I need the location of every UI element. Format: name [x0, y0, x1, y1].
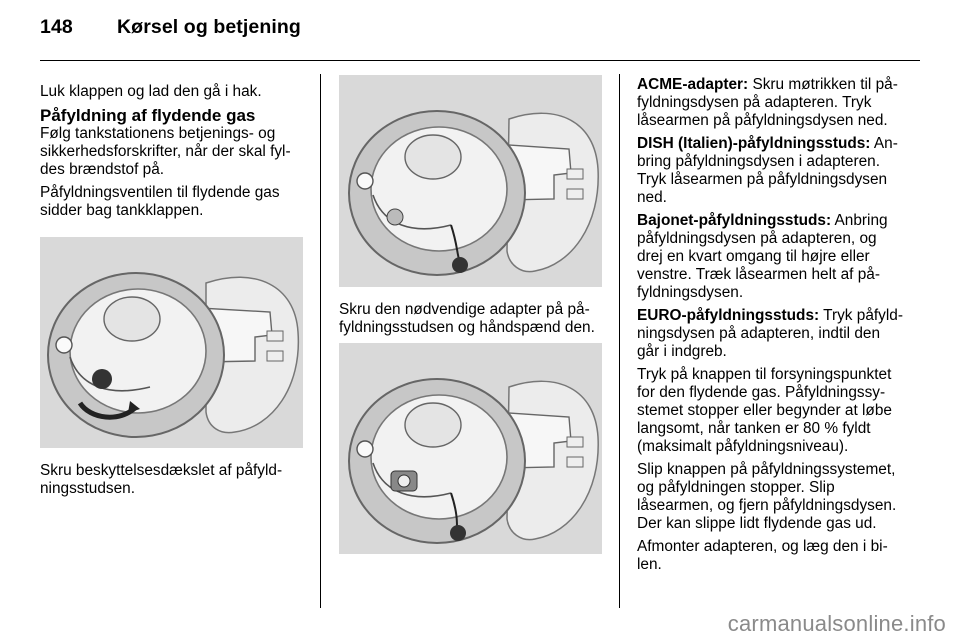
intro-text: Luk klappen og lad den gå i hak. [40, 83, 262, 100]
fuel-flap-illustration-fitted [339, 343, 602, 554]
release-button-paragraph: Slip knappen på påfyldningssystemet, og påfyldningen stopper. Slip låsearmen, og fjern påfyldningsdysen. Der kan slippe lidt flydende gas ud. [637, 461, 897, 532]
step-attach-adapter-caption: Skru den nødvendige adapter på påfyldningsstudsen og håndspænd den. [339, 301, 595, 336]
acme-adapter-paragraph [637, 76, 905, 130]
dish-label: DISH (Italien)-påfyldningsstuds: [637, 135, 871, 152]
page-number: 148 [40, 16, 73, 38]
section-heading: Påfyldning af flydende gas [40, 106, 256, 125]
dish-text: Anbring påfyldningsdysen i adapteren. Tryk låsearmen på påfyldningsdysen ned. [637, 135, 898, 206]
watermark: carmanualsonline.info [727, 611, 946, 636]
press-button-paragraph: Tryk på knappen til forsyningspunktet for den flydende gas. Påfyldningssystemet stopper eller begynder at løbe langsomt, når tanken er 80 % fyldt (maksimalt påfyldningsniveau). [637, 366, 892, 455]
euro-label: EURO-påfyldningsstuds: [637, 307, 820, 324]
safety-paragraph: Følg tankstationens betjenings- og sikkerhedsforskrifter, når der skal fyldes brændstof på. [40, 125, 291, 178]
column-divider-2 [619, 74, 620, 608]
column-middle [339, 75, 603, 554]
column-left [40, 83, 306, 503]
remove-adapter-paragraph: Afmonter adapteren, og læg den i bilen. [637, 538, 888, 573]
fuel-flap-illustration-cap [40, 237, 303, 448]
valve-location-paragraph: Påfyldningsventilen til flydende gas sidder bag tankklappen. [40, 184, 280, 219]
dish-paragraph [637, 135, 905, 207]
euro-paragraph [637, 307, 905, 361]
acme-adapter-text: Skru møtrikken til påfyldningsdysen på adapteren. Tryk låsearmen på påfyldningsdysen ned. [637, 76, 898, 129]
fuel-flap-adapter-drawing [339, 75, 602, 287]
fuel-flap-fitted-drawing [339, 343, 602, 554]
column-divider-1 [320, 74, 321, 608]
fuel-flap-illustration-adapter [339, 75, 602, 287]
bajonet-text: Anbring påfyldningsdysen på adapteren, og drej en kvart omgang til højre eller venstre. Træk låsearmen helt af påfyldningsdysen. [637, 212, 888, 301]
acme-adapter-label: ACME-adapter: [637, 76, 749, 93]
step-unscrew-cap-caption: Skru beskyttelsesdækslet af påfyldningsstudsen. [40, 462, 283, 497]
header-rule [40, 60, 920, 61]
fuel-flap-cap-drawing [40, 237, 303, 448]
bajonet-label: Bajonet-påfyldningsstuds: [637, 212, 832, 229]
bajonet-paragraph [637, 212, 905, 302]
page-title: Kørsel og betjening [117, 16, 301, 38]
column-right [637, 76, 905, 579]
euro-text: Tryk påfyldningsdysen på adapteren, indtil den går i indgreb. [637, 307, 903, 360]
